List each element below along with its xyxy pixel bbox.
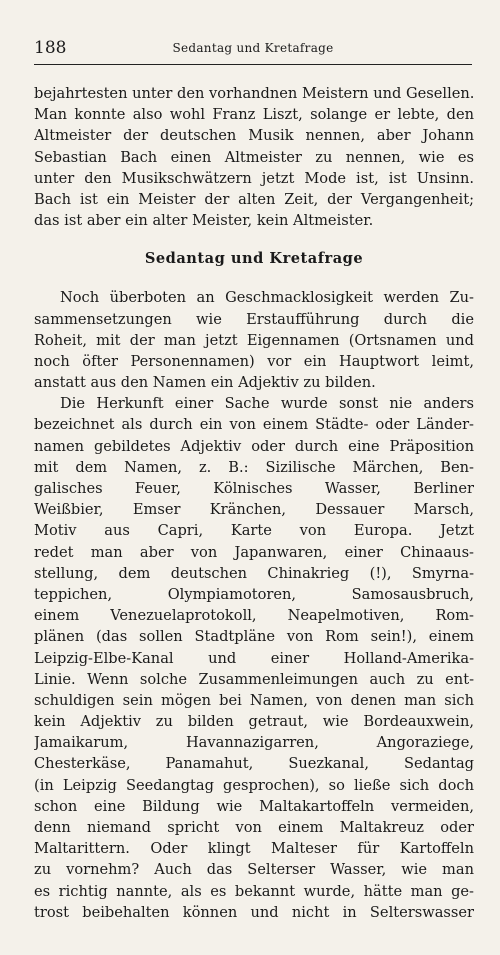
text-line: redet man aber von Japanwaren, einer Chinaaus- <box>34 543 474 561</box>
text-line: zu vornehm? Auch das Selterser Wasser, wie man <box>34 861 474 879</box>
text-line: Leipzig-Elbe-Kanal und einer Holland-Amerika- <box>34 649 474 667</box>
paragraph-1 <box>34 83 474 231</box>
text-line: galisches Feuer, Kölnisches Wasser, Berliner <box>34 480 474 497</box>
text-line: teppichen, Olympiamotoren, Samosausbruch, <box>34 585 474 603</box>
paragraph-3 <box>34 393 474 923</box>
text-line: noch öfter Personennamen) vor ein Hauptwort leimt, <box>34 352 474 370</box>
text-line: plänen (das sollen Stadtpläne von Rom sein!), einem <box>34 628 474 646</box>
text-line: Chesterkäse, Panamahut, Suezkanal, Sedantag <box>34 755 474 773</box>
text-line: einem Venezuelaprotokoll, Neapelmotiven, Rom- <box>34 607 474 625</box>
text-line: Linie. Wenn solche Zusammenleimungen auch zu ent- <box>34 670 474 688</box>
text-line: stellung, dem deutschen Chinakrieg (!), Smyrna- <box>34 564 474 582</box>
text-line: Man konnte also wohl Franz Liszt, solange er lebte, den <box>34 106 474 124</box>
page-header <box>34 36 472 65</box>
text-line: (in Leipzig Seedangtag gesprochen), so ließe sich doch <box>34 776 474 794</box>
text-line: das ist aber ein alter Meister, kein Altmeister. <box>34 212 374 230</box>
text-line: mit dem Namen, z. B.: Sizilische Märchen, Ben- <box>34 458 474 476</box>
text-line: Motiv aus Capri, Karte von Europa. Jetzt <box>34 522 474 540</box>
text-line: es richtig nannte, als es bekannt wurde, hätte man ge- <box>34 882 474 900</box>
text-line: Jamaikarum, Havannazigarren, Angoraziege, <box>34 734 474 752</box>
text-line: Maltarittern. Oder klingt Malteser für Kartoffeln <box>34 840 474 858</box>
text-line: Bach ist ein Meister der alten Zeit, der Vergangenheit; <box>34 190 474 208</box>
text-line: Altmeister der deutschen Musik nennen, aber Johann <box>34 127 474 145</box>
text-line: Roheit, mit der man jetzt Eigennamen (Ortsnamen und <box>34 331 474 349</box>
text-line: bejahrtesten unter den vorhandnen Meistern und Gesellen. <box>34 85 474 102</box>
text-line: Noch überboten an Geschmacklosigkeit werden Zu- <box>60 289 474 307</box>
text-line: Sebastian Bach einen Altmeister zu nennen, wie es <box>34 148 474 166</box>
text-line: schuldigen sein mögen bei Namen, von denen man sich <box>34 691 474 709</box>
section-heading: Sedantag und Kretafrage <box>144 250 364 268</box>
running-head: Sedantag und Kretafrage <box>172 41 334 55</box>
text-line: bezeichnet als durch ein von einem Städte- oder Länder- <box>34 416 474 434</box>
text-line: Die Herkunft einer Sache wurde sonst nie anders <box>60 395 474 413</box>
text-line: namen gebildetes Adjektiv oder durch eine Präposition <box>34 437 474 455</box>
body-text <box>34 83 474 923</box>
page-number: 188 <box>34 38 67 58</box>
text-line: schon eine Bildung wie Maltakartoffeln vermeiden, <box>34 797 474 815</box>
text-line: sammensetzungen wie Erstaufführung durch die <box>34 310 474 328</box>
text-line: trost beibehalten können und nicht in Selterswasser <box>34 903 474 921</box>
text-line: denn niemand spricht von einem Maltakreuz oder <box>34 819 474 836</box>
text-line: Weißbier, Emser Kränchen, Dessauer Marsch, <box>34 501 474 519</box>
text-line: unter den Musikschwätzern jetzt Mode ist, ist Unsinn. <box>34 169 474 187</box>
text-line: anstatt aus den Namen ein Adjektiv zu bilden. <box>34 374 376 392</box>
text-line: kein Adjektiv zu bilden getraut, wie Bordeauxwein, <box>34 713 474 731</box>
paragraph-2 <box>34 287 474 393</box>
